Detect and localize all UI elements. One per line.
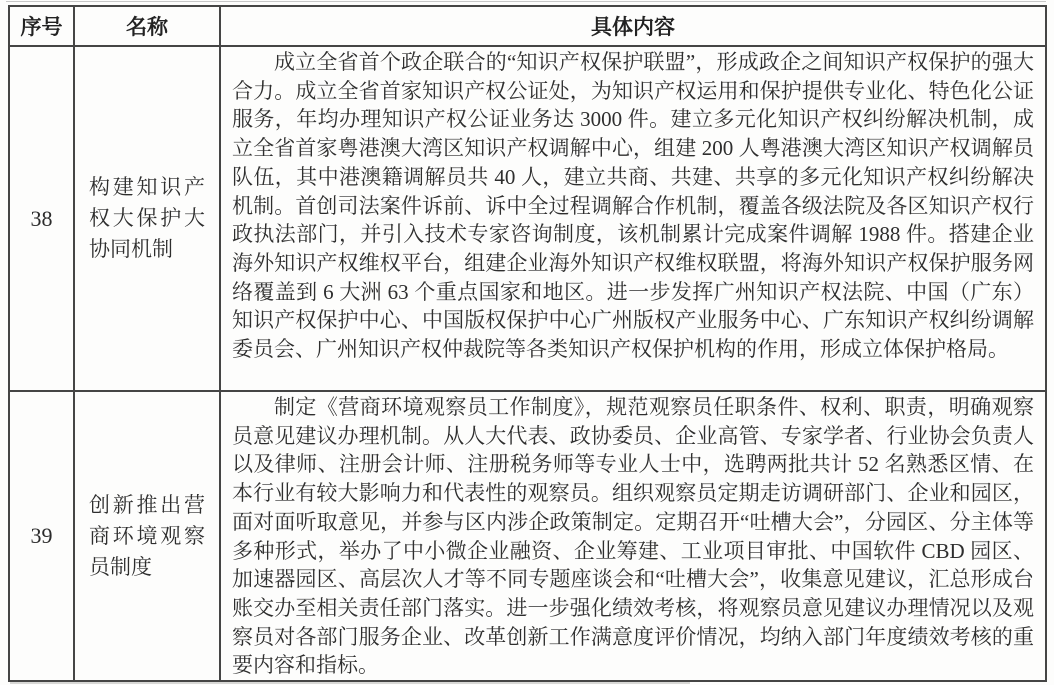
- table-row: [9, 391, 1046, 681]
- row-39-name-text: 创新推出营商环境观察员制度: [89, 492, 205, 579]
- table-row: [9, 46, 1046, 391]
- header-col-serial-number: 序号: [9, 6, 74, 46]
- row-39-name-cell: [74, 391, 220, 681]
- measures-table: [8, 5, 1047, 682]
- row-38-content-text: 成立全省首个政企联合的“知识产权保护联盟”，形成政企之间知识产权保护的强大合力。成立全省首家知识产权公证处，为知识产权运用和保护提供专业化、特色化公证服务，年均办理知识产权公证业务达 3000 件。建立多元化知识产权纠纷解决机制，成立全省首家粤港澳大湾区知识产权调解中心，组建 200 人粤港澳大湾区知识产权调解员队伍，其中港澳籍调解员共 40 人，建立共商、共建、共享的多元化知识产权纠纷解决机制。首创司法案件诉前、诉中全过程调解合作机制，覆盖各级法院及各区知识产权行政执法部门，并引入技术专家咨询制度，该机制累计完成案件调解 1988 件。搭建企业海外知识产权维权平台，组建企业海外知识产权维权联盟，将海外知识产权保护服务网络覆盖到 6 大洲 63 个重点国家和地区。进一步发挥广州知识产权法院、中国（广东）知识产权保护中心、中国版权保护中心广州版权产业服务中心、广东知识产权纠纷调解委员会、广州知识产权仲裁院等各类知识产权保护机构的作用，形成立体保护格局。: [232, 50, 1034, 362]
- row-38-name-cell: [74, 46, 220, 391]
- row-38-serial-number: 38: [9, 46, 74, 391]
- header-col-name: 名称: [74, 6, 220, 46]
- row-38-content-cell: [220, 46, 1046, 391]
- scan-artifact-line-top: [6, 1, 1046, 2]
- row-39-serial-number: 39: [9, 391, 74, 681]
- table-header-row: [9, 6, 1046, 46]
- scan-artifact-line-bottom: [10, 682, 690, 684]
- row-39-content-cell: [220, 391, 1046, 681]
- row-38-name-text: 构建知识产权大保护大协同机制: [89, 175, 205, 261]
- row-39-content-text: 制定《营商环境观察员工作制度》，规范观察员任职条件、权利、职责，明确观察员意见建议办理机制。从人大代表、政协委员、企业高管、专家学者、行业协会负责人以及律师、注册会计师、注册税务师等专业人士中，选聘两批共计 52 名熟悉区情、在本行业有较大影响力和代表性的观察员。组织观察员定期走访调研部门、企业和园区，面对面听取意见，并参与区内涉企政策制定。定期召开“吐槽大会”，分园区、分主体等多种形式，举办了中小微企业融资、企业筹建、工业项目审批、中国软件 CBD 园区、加速器园区、高层次人才等不同专题座谈会和“吐槽大会”，收集意见建议，汇总形成台账交办至相关责任部门落实。进一步强化绩效考核，将观察员意见建议办理情况以及观察员对各部门服务企业、改革创新工作满意度评价情况，均纳入部门年度绩效考核的重要内容和指标。: [232, 395, 1034, 678]
- header-col-content: 具体内容: [220, 6, 1046, 46]
